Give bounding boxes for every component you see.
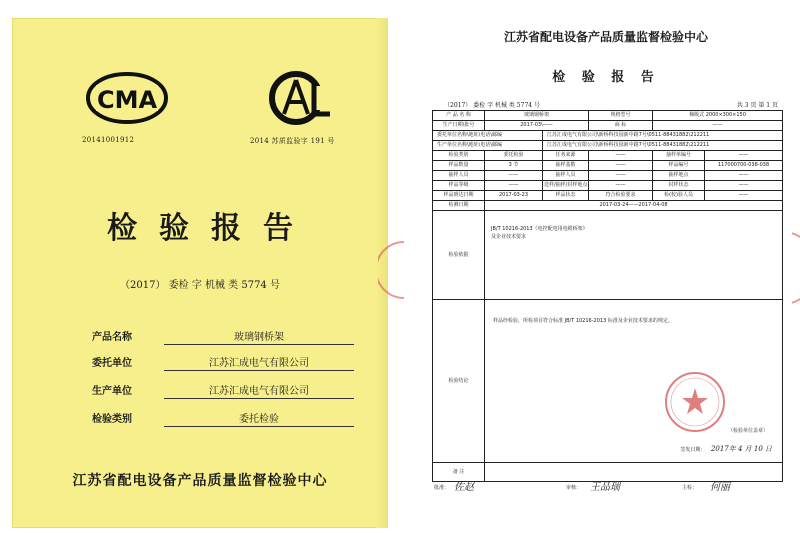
cell-remark <box>485 463 783 482</box>
report-cover <box>12 18 388 528</box>
cover-field-client <box>92 354 352 368</box>
table-row <box>433 141 783 151</box>
cover-title: 检验报告 <box>107 211 315 246</box>
report-title: 检 验 报 告 <box>552 70 660 85</box>
cell-state: 符合检验要求 <box>589 191 653 201</box>
tester-signature: 何丽 <box>710 482 730 493</box>
approver-signature: 佐赵 <box>454 482 474 493</box>
cell-label: 检(校)验人员 <box>653 191 705 201</box>
cell-model: 梯级式 2000×300×150 <box>653 111 783 121</box>
table-row <box>433 161 783 171</box>
cell-conclusion <box>485 300 783 463</box>
cell-label: 封样状态 <box>653 181 705 191</box>
table-row <box>433 181 783 191</box>
cell-trademark: —— <box>653 121 783 131</box>
conclusion-text: 样品经检验，所检项目符合标准 JB/T 10216-2013 标准及企业技术要求的规定。 <box>493 318 673 324</box>
cell-label: 商 标 <box>589 121 653 131</box>
cal-mark: CAL <box>261 126 264 127</box>
cell-arrival: 2017-03-23 <box>485 191 543 201</box>
cma-code: 20141001912 <box>82 136 135 144</box>
cell-label: 产 品 名 称 <box>433 111 485 121</box>
cover-report-number: （2017） 委检 字 机械 类 5774 号 <box>120 280 280 291</box>
table-row <box>433 201 783 211</box>
cover-field-product <box>92 328 352 342</box>
cell-label: 生产日期\批号 <box>433 121 485 131</box>
cal-logo-icon <box>260 68 350 128</box>
cell-label: 抽样人员 <box>543 171 589 181</box>
cell-sample-qty: 3 节 <box>485 161 543 171</box>
issue-date: 2017年 4 月 10 日 <box>710 445 773 453</box>
cover-field-value: 委托检验 <box>239 414 279 425</box>
seal-note: （检验单位盖章） <box>728 428 769 434</box>
table-row <box>433 151 783 161</box>
cell-label: 委托单位名称\地址\电话\邮编 <box>433 131 543 141</box>
cell-label: 备 注 <box>433 463 485 482</box>
cma-mark: CMA <box>96 86 158 114</box>
cell-label: 样品到达日期 <box>433 191 485 201</box>
reviewer-signature: 王品瑞 <box>590 482 620 493</box>
issue-date-label: 签发日期： <box>680 447 706 453</box>
cell-label: 规格型号 <box>589 111 653 121</box>
inspection-seal-icon <box>663 370 727 434</box>
cover-field-value: 江苏汇成电气有限公司 <box>209 386 309 397</box>
cell-label: 抽样基数 <box>543 161 589 171</box>
table-row <box>433 121 783 131</box>
cell-task-source: —— <box>589 151 653 161</box>
cell-seal-state: —— <box>705 181 783 191</box>
cell-client: 江苏汇成电气有限公司\新桥科技园新中路7号\0511-88431882\212211 <box>543 131 783 141</box>
cell-label: 抽样单编号 <box>653 151 705 161</box>
cell-label: 抽样人员 <box>433 171 485 181</box>
reviewer-label: 审核： <box>566 485 582 491</box>
basis-line: JB/T 10216-2013《电控配电用电缆桥架》 <box>491 226 588 232</box>
table-row <box>433 191 783 201</box>
cma-logo-icon <box>82 68 172 128</box>
cell-label: 送样/抽样/封样地点 <box>543 181 589 191</box>
cell-label: 生产单位名称\地址\电话\邮编 <box>433 141 543 151</box>
cell-label: 样品等级 <box>433 181 485 191</box>
cell-sample-place: —— <box>705 171 783 181</box>
cell-grade: —— <box>485 181 543 191</box>
red-seal-fragment-icon <box>378 240 404 300</box>
cell-test-type: 委托检验 <box>485 151 543 161</box>
cell-producer: 江苏汇成电气有限公司\新桥科技园新中路7号\0511-88431882\212211 <box>543 141 783 151</box>
report-info-table <box>432 110 783 482</box>
cell-label: 检验类别 <box>433 151 485 161</box>
cover-field-test-type <box>92 410 352 424</box>
table-row <box>433 171 783 181</box>
cover-field-producer <box>92 382 352 396</box>
cell-label: 样品编号 <box>653 161 705 171</box>
cell-label: 任务来源 <box>543 151 589 161</box>
cover-center-name: 江苏省配电设备产品质量监督检验中心 <box>72 473 328 489</box>
approver-label: 批准： <box>434 485 450 491</box>
issue-date-line <box>680 445 772 455</box>
cover-field-label: 检验类别 <box>92 414 132 425</box>
table-row <box>433 211 783 300</box>
cell-inspectors: —— <box>705 191 783 201</box>
cell-sample-id: 117000700-038-038 <box>705 161 783 171</box>
report-pages: 共 3 页 第 1 页 <box>736 102 778 109</box>
cell-sampler2: —— <box>589 171 653 181</box>
cell-sample-base: —— <box>589 161 653 171</box>
cell-label: 检验结论 <box>433 300 485 463</box>
report-number: （2017） 委检 字 机械 类 5774 号 <box>444 102 540 109</box>
cell-label: 检验依据 <box>433 211 485 300</box>
cell-prod-date: 2017-03\—— <box>485 121 589 131</box>
cell-label: 检测日期 <box>433 201 485 211</box>
cover-field-label: 委托单位 <box>92 358 132 369</box>
table-row <box>433 300 783 463</box>
cell-test-date: 2017-03-24——2017-04-08 <box>485 201 783 211</box>
table-row <box>433 131 783 141</box>
cell-sampler-no: —— <box>705 151 783 161</box>
table-row <box>433 111 783 121</box>
cell-label: 样品状态 <box>543 191 589 201</box>
cover-field-label: 产品名称 <box>92 332 132 343</box>
cover-field-label: 生产单位 <box>92 386 132 397</box>
cell-sampler: —— <box>485 171 543 181</box>
cell-basis <box>485 211 783 300</box>
cover-field-value: 江苏汇成电气有限公司 <box>209 358 309 369</box>
basis-line: 及企业技术要求 <box>491 234 527 240</box>
cell-product-name: 玻璃钢桥架 <box>485 111 589 121</box>
cell-sealed: —— <box>589 181 653 191</box>
cell-label: 抽样地点 <box>653 171 705 181</box>
cal-code: 2014 苏质监验字 191 号 <box>250 137 335 145</box>
cell-label: 样品数量 <box>433 161 485 171</box>
cover-field-value: 玻璃钢桥架 <box>234 332 284 343</box>
tester-label: 主检： <box>682 485 698 491</box>
report-sheet <box>420 18 792 528</box>
report-center-name: 江苏省配电设备产品质量监督检验中心 <box>503 30 708 44</box>
